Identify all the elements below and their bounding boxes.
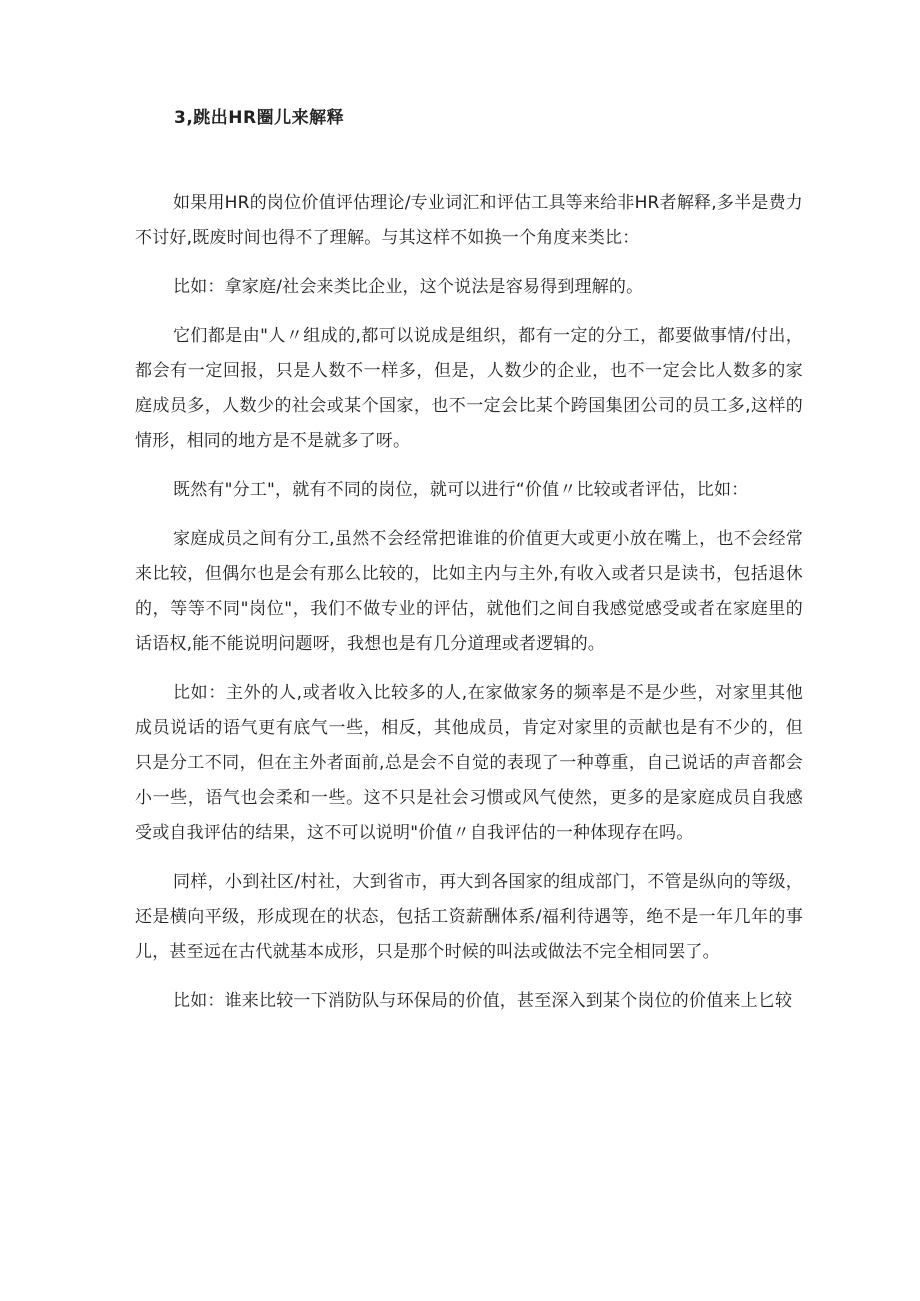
section-heading: 3,跳出HR圈儿来解释 — [174, 108, 345, 128]
paragraph-4: 既然有"分工"，就有不同的岗位，就可以进行“价值〃比较或者评估，比如： — [173, 480, 749, 500]
paragraph-1: 如果用HR的岗位价值评估理论/专业词汇和评估工具等来给非HR者解释,多半是费力不讨好,既废时间也得不了理解。与其这样不如换一个角度来类比： — [135, 193, 803, 248]
paragraph-8: 比如：谁来比较一下消防队与环保局的价值，甚至深入到某个岗位的价值来上匕较 — [173, 991, 793, 1011]
paragraph-6: 比如：主外的人,或者收入比较多的人,在家做家务的频率是不是少些，对家里其他成员说话的语气更有底气一些，相反，其他成员，肯定对家里的贡献也是有不少的，但只是分工不同，但在主外者面前,总是会不自觉的表现了一种尊重，自己说话的声音都会小一些，语气也会柔和一些。这不只是社会习惯或风气使然，更多的是家庭成员自我感受或自我评估的结果，这不可以说明"价值〃自我评估的一种体现存在吗。 — [135, 683, 803, 843]
body-text — [135, 186, 803, 1033]
paragraph-5: 家庭成员之间有分工,虽然不会经常把谁谁的价值更大或更小放在嘴上，也不会经常来比较，但偶尔也是会有那么比较的，比如主内与主外,有收入或者只是读书，包括退休的，等等不同"岗位"，我们不做专业的评估，就他们之间自我感觉感受或者在家庭里的话语权,能不能说明问题呀，我想也是有几分道理或者逻辑的。 — [135, 529, 803, 654]
paragraph-2: 比如：拿家庭/社会来类比企业，这个说法是容易得到理解的。 — [173, 277, 644, 297]
paragraph-3: 它们都是由"人〃组成的,都可以说成是组织，都有一定的分工，都要做事情/付出，都会有一定回报，只是人数不一样多，但是，人数少的企业，也不一定会比人数多的家庭成员多，人数少的社会或某个国家，也不一定会比某个跨国集团公司的员工多,这样的情形，相同的地方是不是就多了呀。 — [135, 326, 803, 451]
paragraph-7: 同样，小到社区/村社，大到省市，再大到各国家的组成部门，不管是纵向的等级，还是横向平级，形成现在的状态，包括工资薪酬体系/福利待遇等，绝不是一年几年的事儿，甚至远在古代就基本成形，只是那个时候的叫法或做法不完全相同罢了。 — [135, 872, 803, 962]
